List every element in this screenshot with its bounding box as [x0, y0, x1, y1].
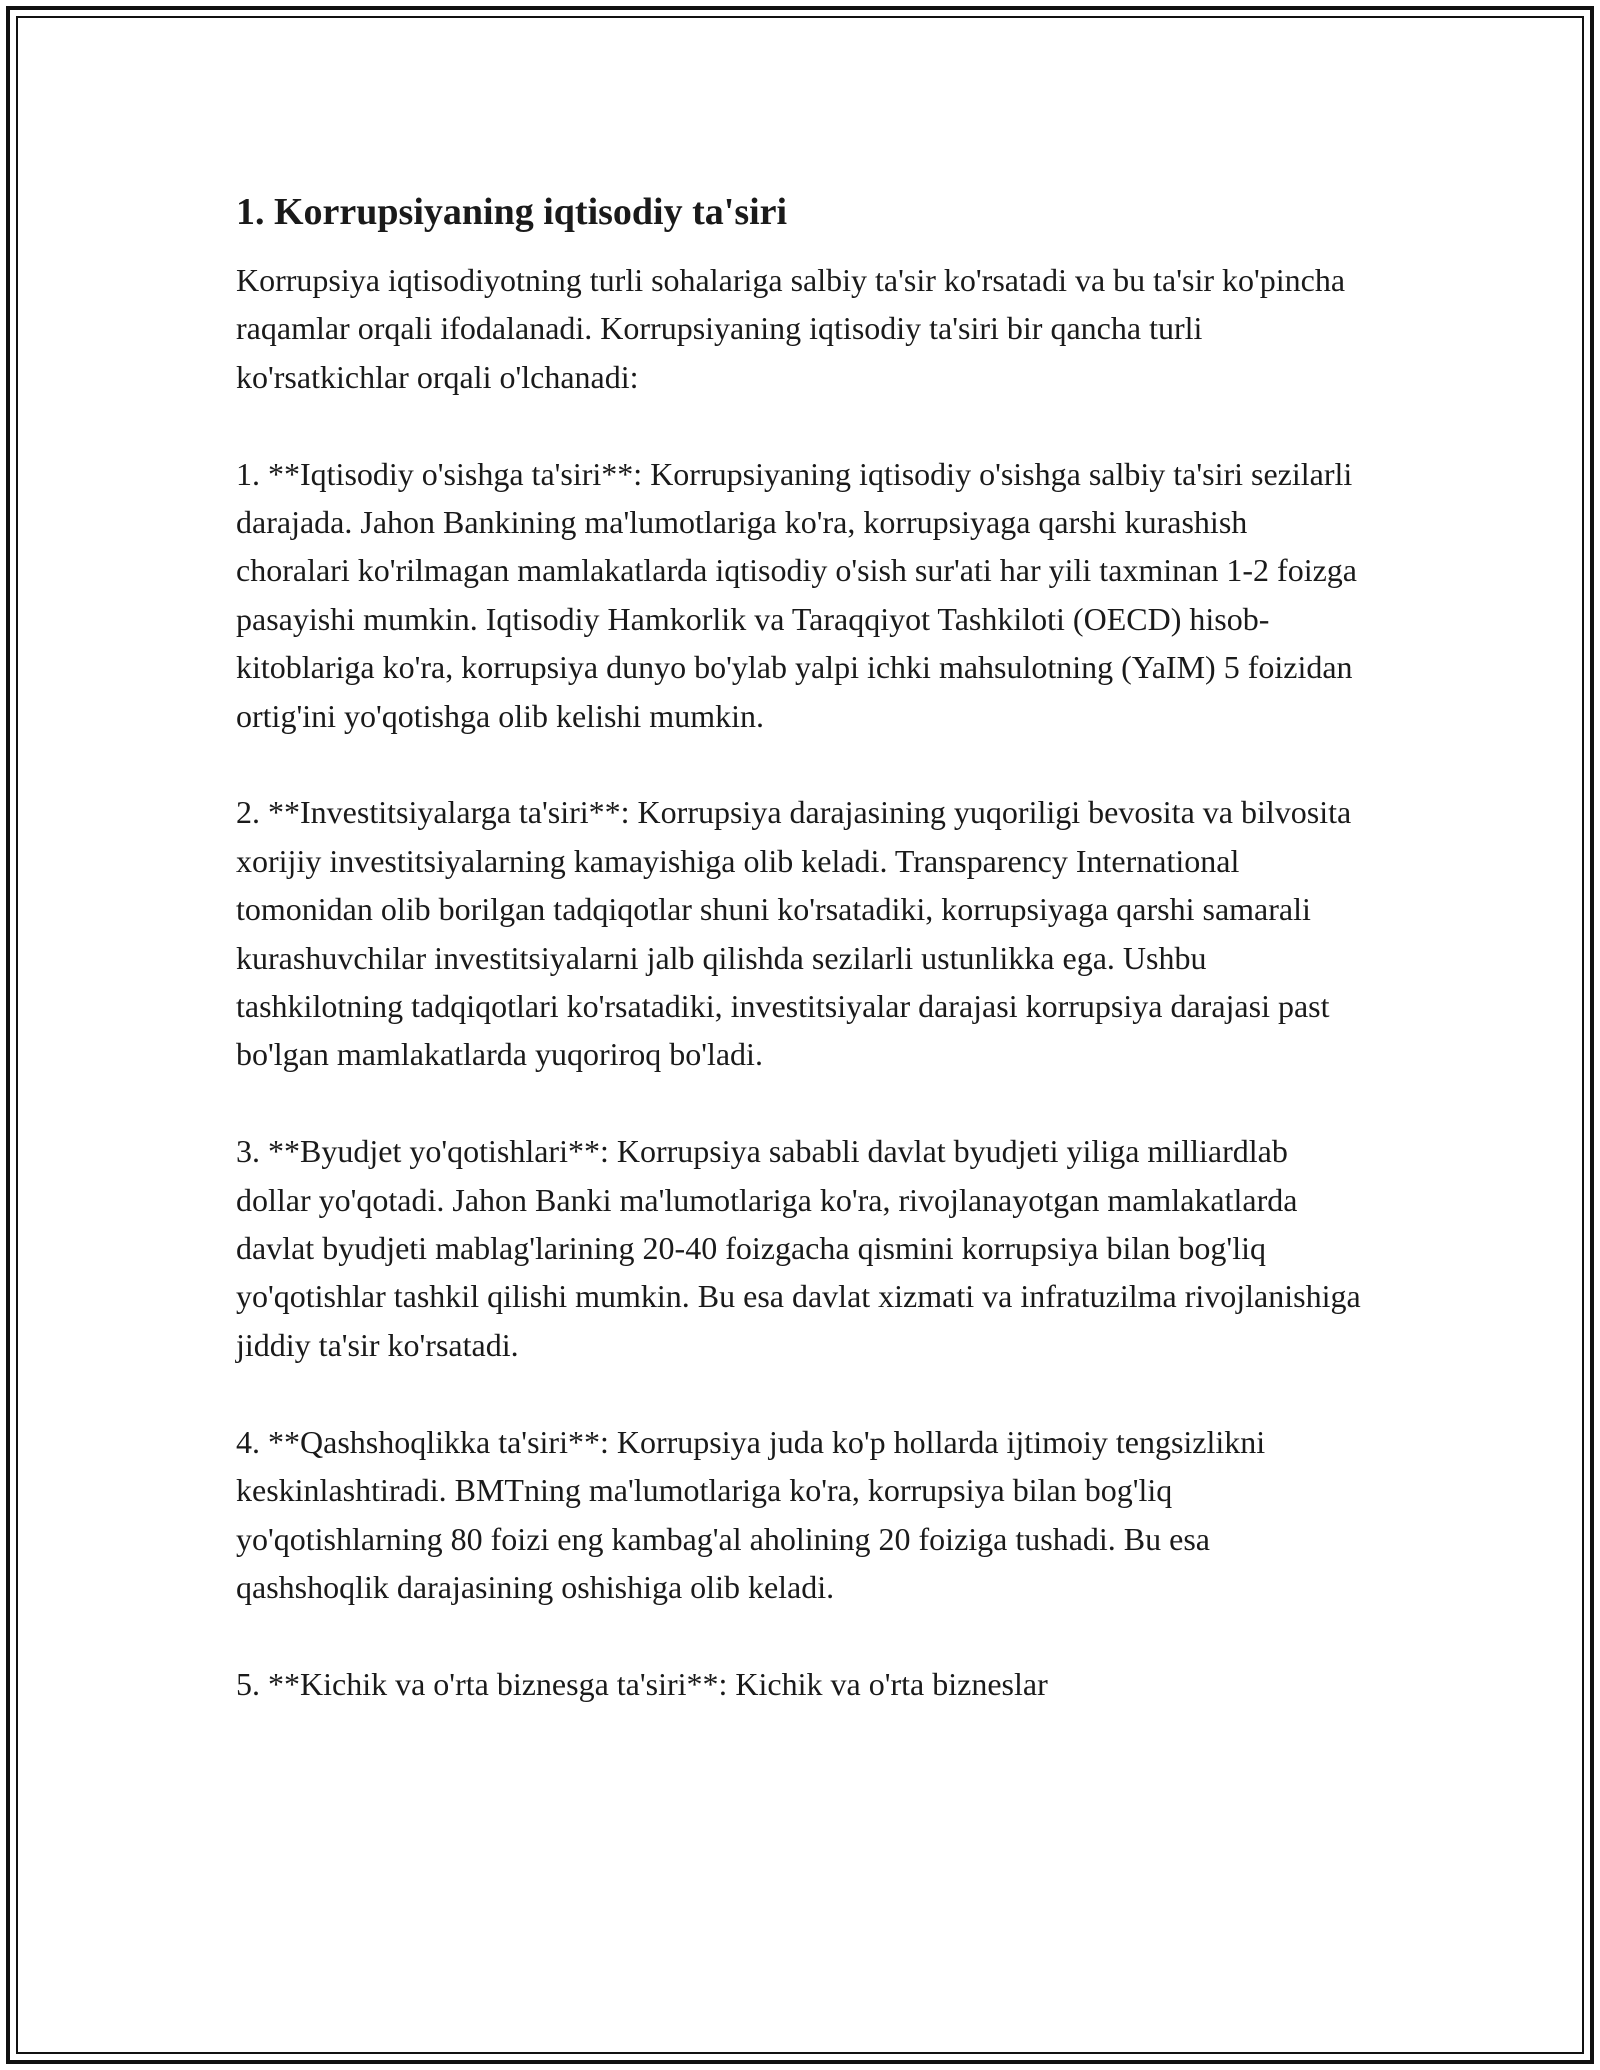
section-heading: 1. Korrupsiyaning iqtisodiy ta'siri [236, 191, 788, 233]
list-item-investments: 2. **Investitsiyalarga ta'siri**: Korrupsiya darajasining yuqoriligi bevosita va bilvosita xorijiy investitsiyalarning kamayishiga olib keladi. Transparency International tomonidan olib borilgan tadqiqotlar shuni ko'rsatadiki, korrupsiyaga qarshi samarali kurashuvchilar investitsiyalarni jalb qilishda sezilarli ustunlikka ega. Ushbu tashkilotning tadqiqotlari ko'rsatadiki, investitsiyalar darajasi korrupsiya darajasi past bo'lgan mamlakatlarda yuqoriroq bo'ladi. [236, 794, 1352, 1073]
list-item-budget-losses: 3. **Byudjet yo'qotishlari**: Korrupsiya sababli davlat byudjeti yiliga milliardlab dollar yo'qotadi. Jahon Banki ma'lumotlariga ko'ra, rivojlanayotgan mamlakatlarda davlat byudjeti mablag'larining 20-40 foizgacha qismini korrupsiya bilan bog'liq yo'qotishlar tashkil qilishi mumkin. Bu esa davlat xizmati va infratuzilma rivojlanishiga jiddiy ta'sir ko'rsatadi. [236, 1133, 1361, 1363]
document-body [236, 188, 1366, 1757]
intro-paragraph: Korrupsiya iqtisodiyotning turli sohalariga salbiy ta'sir ko'rsatadi va bu ta'sir ko'pincha raqamlar orqali ifodalanadi. Korrupsiyaning iqtisodiy ta'siri bir qancha turli ko'rsatkichlar orqali o'lchanadi: [236, 262, 1346, 395]
list-item-small-business: 5. **Kichik va o'rta biznesga ta'siri**: Kichik va o'rta bizneslar [236, 1665, 1048, 1702]
list-item-economic-growth: 1. **Iqtisodiy o'sishga ta'siri**: Korrupsiyaning iqtisodiy o'sishga salbiy ta'siri sezilarli darajada. Jahon Bankining ma'lumotlariga ko'ra, korrupsiyaga qarshi kurashish choralari ko'rilmagan mamlakatlarda iqtisodiy o'sish sur'ati har yili taxminan 1-2 foizga pasayishi mumkin. Iqtisodiy Hamkorlik va Taraqqiyot Tashkiloti (OECD) hisob-kitoblariga ko'ra, korrupsiya dunyo bo'ylab yalpi ichki mahsulotning (YaIM) 5 foizidan ortig'ini yo'qotishga olib kelishi mumkin. [236, 455, 1357, 734]
list-item-poverty: 4. **Qashshoqlikka ta'siri**: Korrupsiya juda ko'p hollarda ijtimoiy tengsizlikni keskinlashtiradi. BMTning ma'lumotlariga ko'ra, korrupsiya bilan bog'liq yo'qotishlarning 80 foizi eng kambag'al aholining 20 foiziga tushadi. Bu esa qashshoqlik darajasining oshishiga olib keladi. [236, 1423, 1266, 1605]
